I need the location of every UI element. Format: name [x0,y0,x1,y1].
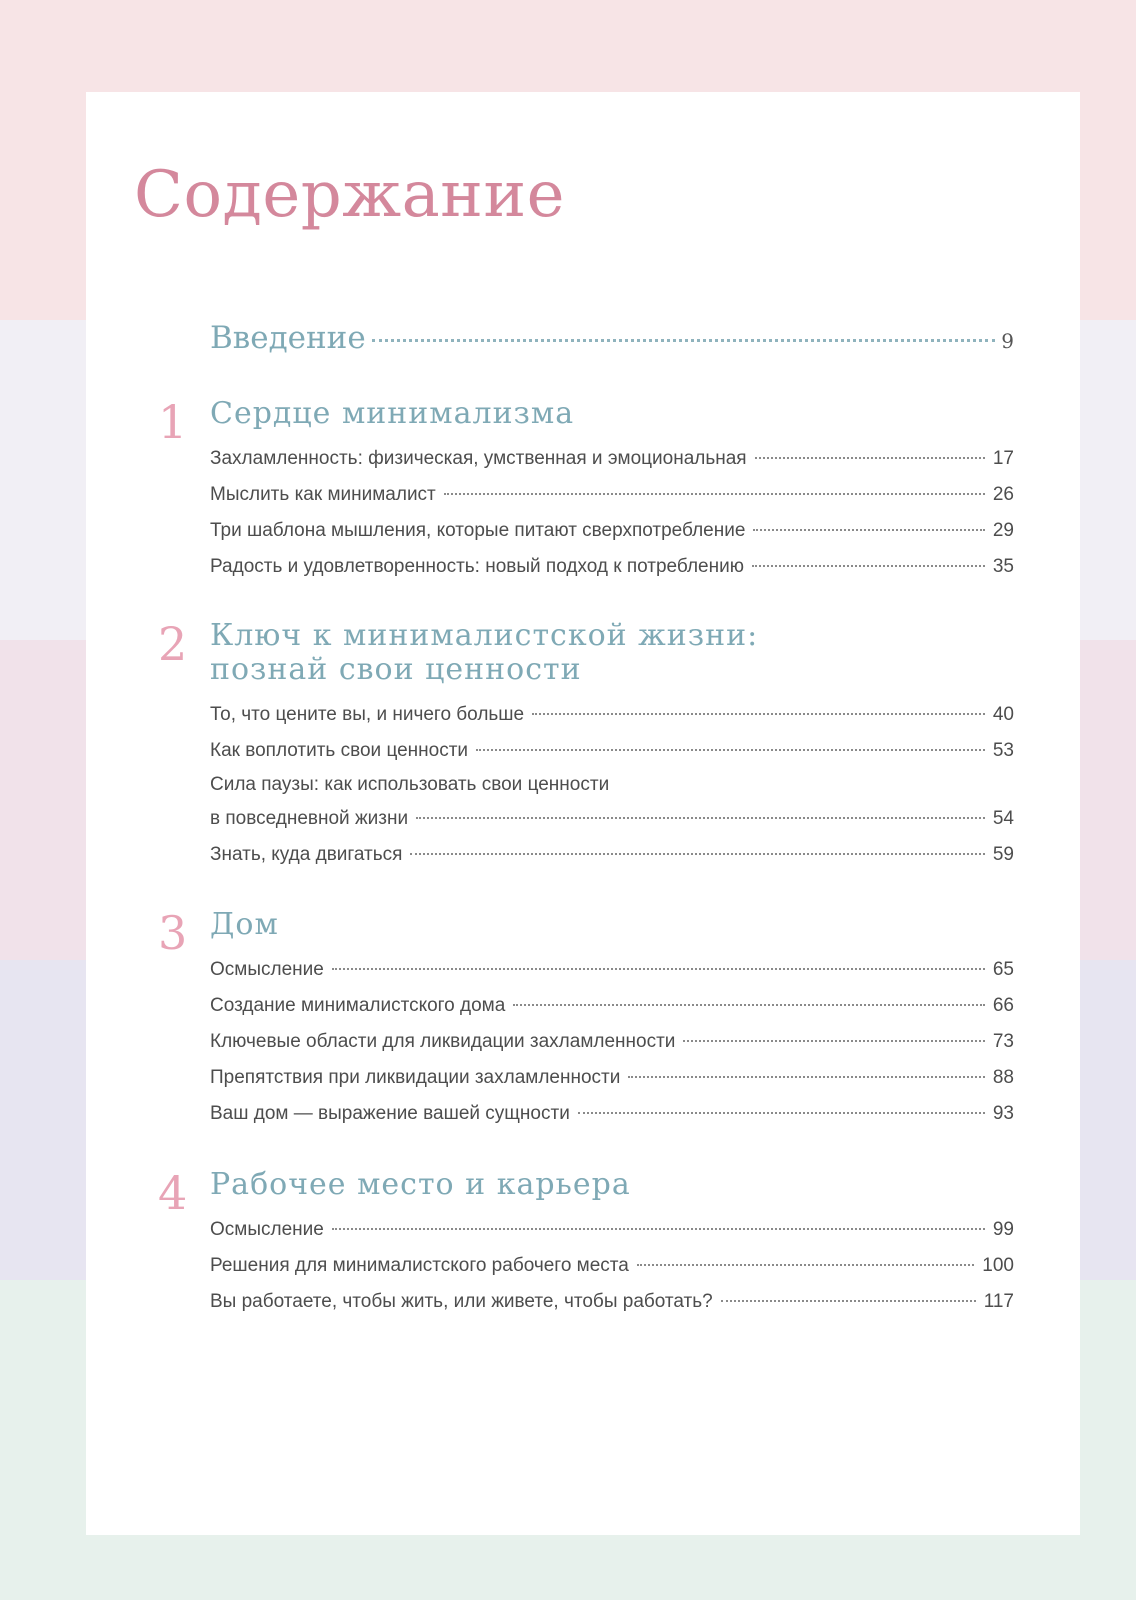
dot-leader [752,565,985,567]
toc-page [86,92,1080,1535]
toc-entry[interactable] [210,837,1014,873]
intro-page-number: 9 [1001,329,1014,353]
chapter-2 [158,617,1014,873]
entry-text: Ваш дом — выражение вашей сущности [210,1103,570,1124]
entry-page-number: 100 [982,1255,1014,1276]
toc-entry[interactable] [210,477,1014,513]
toc-entry[interactable] [210,733,1014,769]
dot-leader [628,1076,985,1078]
entry-page-number: 53 [992,740,1014,761]
entry-text-first-line: Сила паузы: как использовать свои ценности [210,774,610,795]
entry-page-number: 26 [992,484,1014,505]
entry-page-number: 29 [992,520,1014,541]
dot-leader [578,1112,985,1114]
toc-entry[interactable] [210,1284,1014,1320]
entry-page-number: 40 [992,704,1014,725]
chapter-4 [158,1166,1014,1320]
chapter-title[interactable] [210,908,1014,942]
intro-label: Введение [210,320,366,356]
toc-entry[interactable] [210,513,1014,549]
entry-page-number: 73 [992,1031,1014,1052]
chapter-1 [158,395,1014,585]
dot-leader [532,713,985,715]
page-title: Содержание [134,158,565,232]
entry-page-number: 35 [992,556,1014,577]
toc-entry[interactable] [210,441,1014,477]
toc-entry[interactable] [210,697,1014,733]
dot-leader [755,457,985,459]
entry-text: Ключевые области для ликвидации захламленности [210,1031,676,1052]
toc-entry-multiline[interactable] [210,769,1014,837]
chapter-title-line: Рабочее место и карьера [210,1167,631,1202]
chapter-title-line: Дом [210,907,279,942]
dot-leader [416,817,985,819]
entry-text: Препятствия при ликвидации захламленности [210,1067,621,1088]
toc-entry[interactable] [210,1024,1014,1060]
entry-page-number: 99 [992,1219,1014,1240]
entry-text: Радость и удовлетворенность: новый подход к потреблению [210,556,744,577]
entry-page-number: 88 [992,1067,1014,1088]
dot-leader [372,339,996,342]
toc-entry[interactable] [210,1096,1014,1132]
chapter-number: 3 [158,906,188,960]
entry-text: Захламленность: физическая, умственная и эмоциональная [210,448,747,469]
entry-page-number: 93 [992,1103,1014,1124]
chapter-title-line: Ключ к минималистской жизни: [210,618,759,653]
toc-entry[interactable] [210,1060,1014,1096]
entry-text: Осмысление [210,1219,324,1240]
toc-entry[interactable] [210,549,1014,585]
entry-text: Знать, куда двигаться [210,844,403,865]
entry-text: Осмысление [210,959,324,980]
entry-text: Решения для минималистского рабочего места [210,1255,629,1276]
chapter-number: 2 [158,617,188,671]
chapter-title-line: познай свои ценности [210,652,582,687]
toc-entry[interactable] [210,952,1014,988]
entry-text: Создание минималистского дома [210,995,506,1016]
chapter-number: 4 [158,1166,188,1220]
dot-leader [637,1264,974,1266]
dot-leader [753,529,984,531]
chapter-title[interactable] [210,397,1014,431]
toc-entry[interactable] [210,1248,1014,1284]
entry-page-number: 65 [992,959,1014,980]
chapter-title[interactable] [210,619,1014,687]
chapter-number: 1 [158,395,188,449]
entry-text: в повседневной жизни [210,808,409,829]
entry-page-number: 117 [983,1291,1014,1312]
entry-page-number: 66 [992,995,1014,1016]
entry-text: Вы работаете, чтобы жить, или живете, чтобы работать? [210,1291,713,1312]
toc-entry [210,801,1014,837]
toc-intro-entry[interactable] [210,320,1014,356]
toc-entry[interactable] [210,988,1014,1024]
entry-text: Три шаблона мышления, которые питают сверхпотребление [210,520,746,541]
dot-leader [332,968,985,970]
dot-leader [721,1300,976,1302]
dot-leader [476,749,985,751]
dot-leader [332,1228,985,1230]
toc-entry[interactable] [210,1212,1014,1248]
entry-text: Как воплотить свои ценности [210,740,469,761]
chapter-3 [158,906,1014,1132]
entry-page-number: 59 [992,844,1014,865]
entry-page-number: 17 [992,448,1014,469]
dot-leader [444,493,985,495]
dot-leader [513,1004,985,1006]
entry-text: То, что цените вы, и ничего больше [210,704,525,725]
chapter-title-line: Сердце минимализма [210,396,575,431]
entry-text: Мыслить как минималист [210,484,436,505]
entry-page-number: 54 [992,808,1014,829]
dot-leader [683,1040,984,1042]
dot-leader [410,853,984,855]
chapter-title[interactable] [210,1168,1014,1202]
